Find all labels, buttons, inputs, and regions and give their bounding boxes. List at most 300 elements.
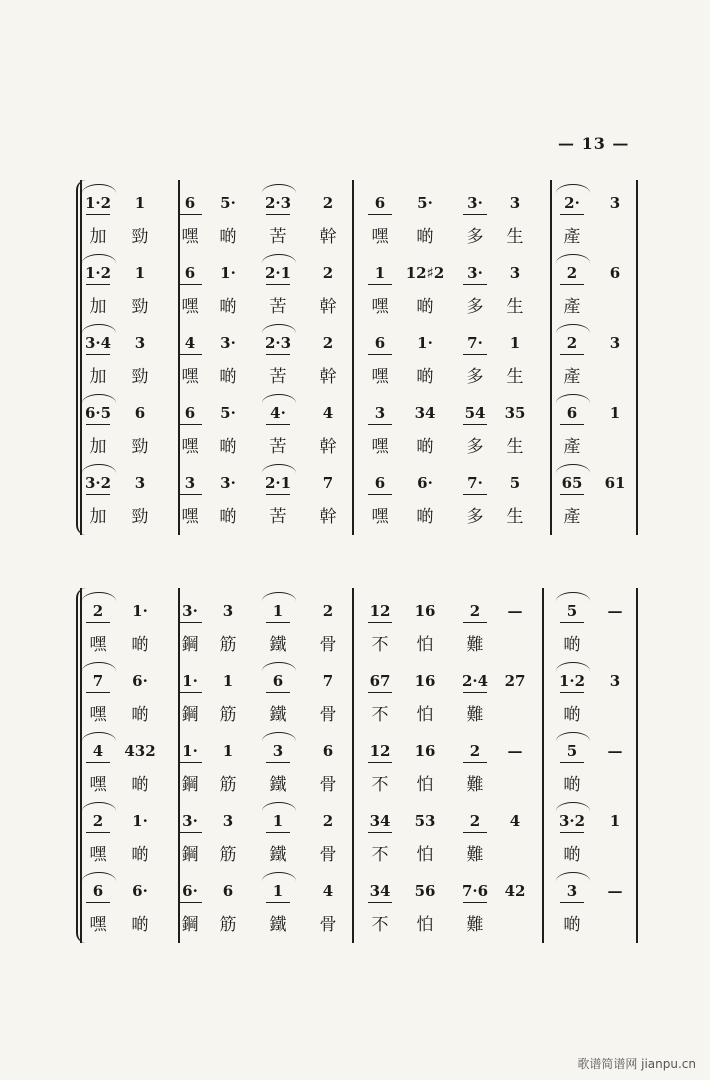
- note: 7: [92, 672, 104, 690]
- slur: [556, 394, 590, 403]
- lyric: 嘿: [89, 915, 107, 935]
- note: 6: [184, 264, 196, 282]
- note: 5: [566, 602, 578, 620]
- note: 1·2: [84, 264, 112, 282]
- note: —: [607, 882, 623, 900]
- lyric: 苦: [269, 507, 287, 527]
- lyric: 生: [506, 227, 524, 247]
- lyric: 產: [563, 297, 581, 317]
- note: 2·4: [461, 672, 489, 690]
- slur: [262, 592, 296, 601]
- lyric: 怕: [416, 635, 434, 655]
- lyric: 啲: [416, 367, 434, 387]
- lyric: 啲: [131, 775, 149, 795]
- lyric: 難: [466, 635, 484, 655]
- beam-line: [368, 902, 392, 903]
- lyric: 苦: [269, 437, 287, 457]
- slur: [556, 324, 590, 333]
- slur: [262, 324, 296, 333]
- note: 6: [374, 334, 386, 352]
- note: 7·: [467, 474, 483, 492]
- note: 2: [92, 812, 104, 830]
- slur: [262, 802, 296, 811]
- note: 1: [134, 264, 146, 282]
- beam-line: [86, 902, 110, 903]
- slur: [82, 802, 116, 811]
- note: 1·: [132, 602, 148, 620]
- lyric: 啲: [219, 227, 237, 247]
- note: 1: [272, 602, 284, 620]
- lyric: 嘿: [89, 845, 107, 865]
- beam-line: [178, 494, 202, 495]
- lyrics-row: [80, 630, 640, 660]
- lyric: 筋: [219, 915, 237, 935]
- lyric: 鋼: [181, 775, 199, 795]
- note: 3·2: [558, 812, 586, 830]
- lyric: 幹: [319, 437, 337, 457]
- lyric: 啲: [563, 775, 581, 795]
- lyrics-row: [80, 840, 640, 870]
- note: 6: [374, 194, 386, 212]
- note: 53: [414, 812, 436, 830]
- lyric: 啲: [131, 915, 149, 935]
- slur: [262, 732, 296, 741]
- note: 7·6: [461, 882, 489, 900]
- note: 2: [322, 812, 334, 830]
- note: 6: [134, 404, 146, 422]
- beam-line: [463, 622, 487, 623]
- lyric: 筋: [219, 635, 237, 655]
- note: 7: [322, 672, 334, 690]
- slur: [556, 184, 590, 193]
- note: 1·: [132, 812, 148, 830]
- lyrics-row: [80, 770, 640, 800]
- note: 3: [509, 264, 521, 282]
- note: 4: [322, 882, 334, 900]
- beam-line: [266, 622, 290, 623]
- slur: [262, 662, 296, 671]
- note: 1: [134, 194, 146, 212]
- beam-line: [463, 762, 487, 763]
- lyric: 啲: [563, 845, 581, 865]
- lyric: 加: [89, 367, 107, 387]
- note: 3·: [220, 334, 236, 352]
- note: 2: [469, 602, 481, 620]
- lyric: 多: [466, 227, 484, 247]
- lyric: 幹: [319, 227, 337, 247]
- beam-line: [560, 494, 584, 495]
- lyric: 怕: [416, 705, 434, 725]
- beam-line: [368, 692, 392, 693]
- beam-line: [86, 762, 110, 763]
- lyric: 嘿: [181, 507, 199, 527]
- lyrics-row: [80, 362, 640, 392]
- beam-line: [178, 424, 202, 425]
- note: 2: [322, 334, 334, 352]
- slur: [262, 394, 296, 403]
- beam-line: [178, 622, 202, 623]
- beam-line: [178, 692, 202, 693]
- beam-line: [560, 832, 584, 833]
- note: 2·1: [264, 264, 292, 282]
- slur: [262, 464, 296, 473]
- lyric: 多: [466, 437, 484, 457]
- note: 3·2: [84, 474, 112, 492]
- note: 4·: [270, 404, 286, 422]
- slur: [262, 872, 296, 881]
- slur: [262, 184, 296, 193]
- note: 1: [509, 334, 521, 352]
- note: 5·: [417, 194, 433, 212]
- lyric: 鐵: [269, 915, 287, 935]
- beam-line: [560, 692, 584, 693]
- slur: [82, 732, 116, 741]
- beam-line: [266, 424, 290, 425]
- lyric: 苦: [269, 297, 287, 317]
- note: 4: [322, 404, 334, 422]
- slur: [82, 394, 116, 403]
- note: 432: [124, 742, 156, 760]
- lyric: 啲: [131, 705, 149, 725]
- note: 1: [374, 264, 386, 282]
- note: —: [507, 742, 523, 760]
- note: 56: [414, 882, 436, 900]
- slur: [556, 464, 590, 473]
- beam-line: [266, 902, 290, 903]
- slur: [82, 872, 116, 881]
- page-number: — 13 —: [558, 134, 630, 153]
- slur: [556, 802, 590, 811]
- note: 6·: [132, 882, 148, 900]
- note: 16: [414, 602, 436, 620]
- note: 2·3: [264, 194, 292, 212]
- note: —: [607, 602, 623, 620]
- slur: [556, 872, 590, 881]
- beam-line: [86, 692, 110, 693]
- beam-line: [266, 354, 290, 355]
- slur: [262, 254, 296, 263]
- note: 6: [374, 474, 386, 492]
- lyric: 嘿: [181, 297, 199, 317]
- note: 3: [374, 404, 386, 422]
- note: 5: [509, 474, 521, 492]
- beam-line: [178, 762, 202, 763]
- note: 1: [272, 812, 284, 830]
- note: 2·: [564, 194, 580, 212]
- note: 2: [322, 264, 334, 282]
- lyric: 多: [466, 297, 484, 317]
- note: 7·: [467, 334, 483, 352]
- score-system-2: [80, 588, 640, 943]
- lyric: 勁: [131, 367, 149, 387]
- lyric: 不: [371, 775, 389, 795]
- note: 34: [369, 882, 391, 900]
- beam-line: [86, 214, 110, 215]
- note: 12: [369, 742, 391, 760]
- note: 5·: [220, 404, 236, 422]
- note: 2: [322, 602, 334, 620]
- slur: [556, 732, 590, 741]
- beam-line: [560, 622, 584, 623]
- beam-line: [368, 494, 392, 495]
- lyric: 多: [466, 367, 484, 387]
- note: 3: [609, 194, 621, 212]
- lyric: 幹: [319, 367, 337, 387]
- note: 4: [509, 812, 521, 830]
- note: 35: [504, 404, 526, 422]
- slur: [82, 324, 116, 333]
- note: 1·2: [558, 672, 586, 690]
- lyric: 嘿: [371, 227, 389, 247]
- lyric: 勁: [131, 507, 149, 527]
- note: 6: [92, 882, 104, 900]
- beam-line: [463, 214, 487, 215]
- lyric: 啲: [563, 705, 581, 725]
- lyric: 啲: [416, 437, 434, 457]
- beam-line: [560, 284, 584, 285]
- note: 3·: [467, 194, 483, 212]
- slur: [556, 592, 590, 601]
- note: 6: [184, 194, 196, 212]
- lyric: 苦: [269, 367, 287, 387]
- beam-line: [86, 424, 110, 425]
- note: 3: [184, 474, 196, 492]
- lyrics-row: [80, 292, 640, 322]
- lyric: 骨: [319, 915, 337, 935]
- lyric: 勁: [131, 437, 149, 457]
- lyric: 鋼: [181, 635, 199, 655]
- note: 3·: [220, 474, 236, 492]
- note: 6·: [182, 882, 198, 900]
- slur: [82, 184, 116, 193]
- beam-line: [463, 284, 487, 285]
- lyric: 嘿: [371, 437, 389, 457]
- lyric: 嘿: [371, 297, 389, 317]
- beam-line: [463, 424, 487, 425]
- beam-line: [560, 354, 584, 355]
- beam-line: [266, 692, 290, 693]
- beam-line: [178, 284, 202, 285]
- note: 6: [184, 404, 196, 422]
- note: 65: [561, 474, 583, 492]
- lyric: 筋: [219, 775, 237, 795]
- beam-line: [463, 692, 487, 693]
- note: 1: [272, 882, 284, 900]
- beam-line: [368, 424, 392, 425]
- lyric: 不: [371, 915, 389, 935]
- lyric: 鐵: [269, 775, 287, 795]
- lyric: 勁: [131, 227, 149, 247]
- note: 3·: [182, 812, 198, 830]
- beam-line: [266, 832, 290, 833]
- lyric: 鐵: [269, 705, 287, 725]
- lyric: 筋: [219, 845, 237, 865]
- note: 3: [566, 882, 578, 900]
- lyric: 鋼: [181, 915, 199, 935]
- note: 34: [414, 404, 436, 422]
- note: 3·: [467, 264, 483, 282]
- note: 2: [566, 264, 578, 282]
- lyric: 嘿: [89, 635, 107, 655]
- note: 2: [322, 194, 334, 212]
- note: 5·: [220, 194, 236, 212]
- note: 42: [504, 882, 526, 900]
- beam-line: [560, 214, 584, 215]
- beam-line: [178, 832, 202, 833]
- beam-line: [368, 622, 392, 623]
- lyric: 嘿: [181, 437, 199, 457]
- lyric: 鋼: [181, 845, 199, 865]
- lyric: 骨: [319, 705, 337, 725]
- beam-line: [560, 424, 584, 425]
- lyric: 加: [89, 507, 107, 527]
- beam-line: [86, 494, 110, 495]
- note: 6: [566, 404, 578, 422]
- beam-line: [86, 622, 110, 623]
- lyric: 啲: [416, 507, 434, 527]
- lyric: 加: [89, 227, 107, 247]
- note: 1·: [182, 672, 198, 690]
- slur: [82, 662, 116, 671]
- note: 61: [604, 474, 626, 492]
- note: 6·: [417, 474, 433, 492]
- lyrics-row: [80, 910, 640, 940]
- score-system-1: [80, 180, 640, 535]
- lyric: 生: [506, 507, 524, 527]
- lyric: 啲: [219, 507, 237, 527]
- note: 3: [609, 334, 621, 352]
- lyric: 難: [466, 775, 484, 795]
- beam-line: [463, 902, 487, 903]
- beam-line: [368, 214, 392, 215]
- note: 2: [469, 742, 481, 760]
- lyric: 怕: [416, 915, 434, 935]
- note: 6: [272, 672, 284, 690]
- note: 4: [92, 742, 104, 760]
- note: 6: [222, 882, 234, 900]
- lyric: 生: [506, 367, 524, 387]
- note: 67: [369, 672, 391, 690]
- lyric: 加: [89, 297, 107, 317]
- note: 1·: [220, 264, 236, 282]
- note: 6: [322, 742, 334, 760]
- beam-line: [368, 284, 392, 285]
- lyric: 苦: [269, 227, 287, 247]
- note: 54: [464, 404, 486, 422]
- beam-line: [86, 284, 110, 285]
- note: 3·4: [84, 334, 112, 352]
- lyric: 產: [563, 437, 581, 457]
- lyric: 產: [563, 507, 581, 527]
- slur: [82, 464, 116, 473]
- note: —: [507, 602, 523, 620]
- note: 34: [369, 812, 391, 830]
- note: 2·3: [264, 334, 292, 352]
- lyrics-row: [80, 502, 640, 532]
- lyric: 嘿: [371, 507, 389, 527]
- slur: [556, 662, 590, 671]
- lyric: 產: [563, 227, 581, 247]
- beam-line: [86, 832, 110, 833]
- lyric: 啲: [131, 635, 149, 655]
- beam-line: [266, 762, 290, 763]
- lyric: 不: [371, 705, 389, 725]
- lyric: 加: [89, 437, 107, 457]
- lyric: 難: [466, 915, 484, 935]
- lyric: 不: [371, 845, 389, 865]
- lyric: 難: [466, 845, 484, 865]
- beam-line: [178, 902, 202, 903]
- lyric: 不: [371, 635, 389, 655]
- lyric: 鐵: [269, 635, 287, 655]
- lyric: 怕: [416, 845, 434, 865]
- note: 6: [609, 264, 621, 282]
- lyric: 難: [466, 705, 484, 725]
- note: 12: [369, 602, 391, 620]
- note: 12♯2: [405, 264, 445, 282]
- lyric: 生: [506, 437, 524, 457]
- lyric: 幹: [319, 507, 337, 527]
- beam-line: [463, 354, 487, 355]
- lyric: 啲: [219, 297, 237, 317]
- lyric: 啲: [416, 297, 434, 317]
- lyric: 骨: [319, 635, 337, 655]
- beam-line: [560, 762, 584, 763]
- lyric: 生: [506, 297, 524, 317]
- note: 7: [322, 474, 334, 492]
- lyrics-row: [80, 432, 640, 462]
- lyric: 多: [466, 507, 484, 527]
- lyric: 嘿: [89, 775, 107, 795]
- note: 5: [566, 742, 578, 760]
- lyric: 勁: [131, 297, 149, 317]
- note: 2: [92, 602, 104, 620]
- slur: [556, 254, 590, 263]
- lyric: 嘿: [181, 227, 199, 247]
- note: 1·: [417, 334, 433, 352]
- lyrics-row: [80, 222, 640, 252]
- note: 3: [222, 602, 234, 620]
- lyric: 啲: [563, 915, 581, 935]
- note: 1: [609, 404, 621, 422]
- note: 3: [272, 742, 284, 760]
- lyric: 幹: [319, 297, 337, 317]
- lyric: 啲: [219, 437, 237, 457]
- beam-line: [368, 354, 392, 355]
- slur: [82, 592, 116, 601]
- beam-line: [368, 832, 392, 833]
- lyric: 怕: [416, 775, 434, 795]
- beam-line: [266, 494, 290, 495]
- lyric: 啲: [563, 635, 581, 655]
- note: 2·1: [264, 474, 292, 492]
- note: 6·: [132, 672, 148, 690]
- note: 1: [609, 812, 621, 830]
- lyric: 筋: [219, 705, 237, 725]
- note: 4: [184, 334, 196, 352]
- lyric: 鐵: [269, 845, 287, 865]
- beam-line: [178, 354, 202, 355]
- note: 3: [134, 474, 146, 492]
- note: 1·2: [84, 194, 112, 212]
- note: —: [607, 742, 623, 760]
- note: 3: [222, 812, 234, 830]
- note: 1: [222, 672, 234, 690]
- note: 3: [509, 194, 521, 212]
- lyrics-row: [80, 700, 640, 730]
- lyric: 骨: [319, 775, 337, 795]
- note: 2: [469, 812, 481, 830]
